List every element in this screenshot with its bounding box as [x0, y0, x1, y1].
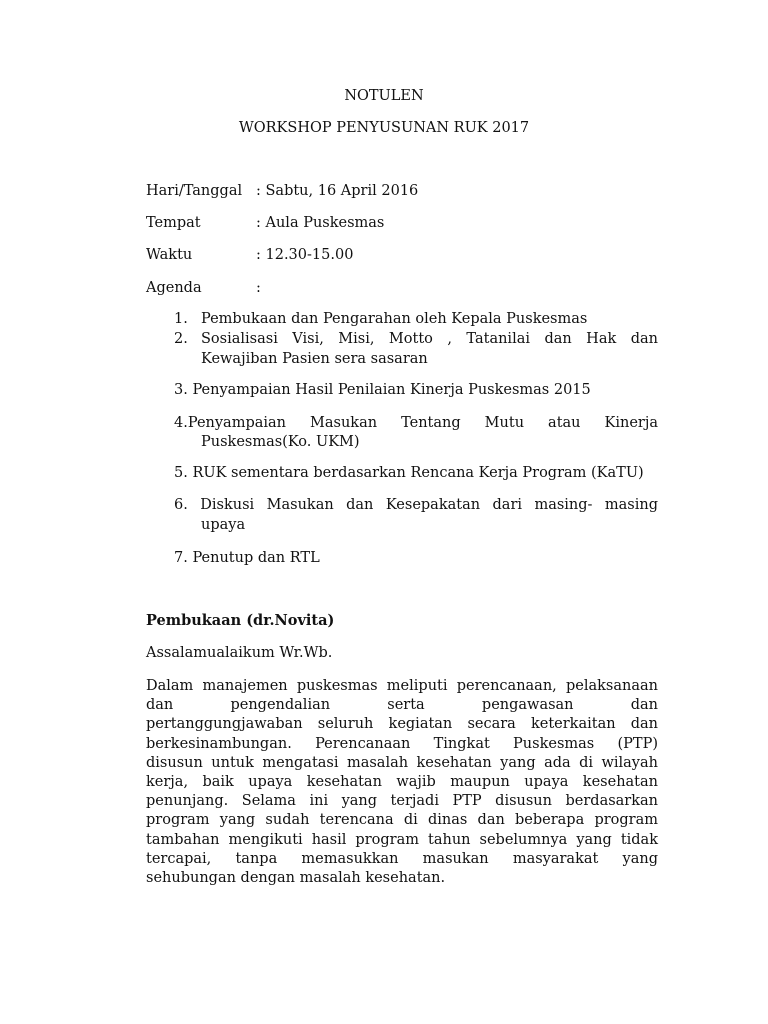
agenda-item-number: 2. — [174, 331, 188, 347]
agenda-item: 7. Penutup dan RTL — [174, 550, 320, 566]
greeting-text: Assalamualaikum Wr.Wb. — [146, 645, 333, 661]
paragraph-line: disusun untuk mengatasi masalah kesehatan yang ada di wilayah — [146, 755, 658, 771]
agenda-item-text: Pembukaan dan Pengarahan oleh Kepala Puskesmas — [201, 311, 588, 327]
tempat-value: : Aula Puskesmas — [256, 215, 385, 231]
hari-label: Hari/Tanggal — [146, 183, 243, 199]
waktu-value: : 12.30-15.00 — [256, 247, 354, 263]
agenda-item: 6. Diskusi Masukan dan Kesepakatan dari masing- masing — [174, 497, 658, 513]
agenda-item-text: Puskesmas(Ko. UKM) — [201, 434, 360, 450]
agenda-label: Agenda — [146, 280, 202, 296]
tempat-label: Tempat — [146, 215, 201, 231]
agenda-item-text: upaya — [201, 517, 246, 533]
agenda-item-number: 1. — [174, 311, 188, 327]
agenda-item-text: Sosialisasi Visi, Misi, Motto , Tatanilai dan Hak dan — [201, 331, 658, 347]
section-heading: Pembukaan (dr.Novita) — [146, 612, 335, 629]
agenda-item-text: Kewajiban Pasien sera sasaran — [201, 351, 428, 367]
paragraph-line: tercapai, tanpa memasukkan masukan masyarakat yang — [146, 851, 658, 867]
document-subtitle: WORKSHOP PENYUSUNAN RUK 2017 — [238, 120, 530, 136]
paragraph-line: sehubungan dengan masalah kesehatan. — [146, 870, 446, 886]
paragraph-line: pertanggungjawaban seluruh kegiatan secara keterkaitan dan — [146, 716, 658, 732]
paragraph-line: kerja, baik upaya kesehatan wajib maupun upaya kesehatan — [146, 774, 658, 790]
agenda-item: 5. RUK sementara berdasarkan Rencana Kerja Program (KaTU) — [174, 465, 644, 481]
paragraph-line: Dalam manajemen puskesmas meliputi perencanaan, pelaksanaan — [146, 678, 658, 694]
paragraph-line: tambahan mengikuti hasil program tahun sebelumnya yang tidak — [146, 832, 658, 848]
document-title: NOTULEN — [344, 88, 424, 104]
hari-value: : Sabtu, 16 April 2016 — [256, 183, 419, 199]
agenda-item: 3. Penyampaian Hasil Penilaian Kinerja Puskesmas 2015 — [174, 382, 591, 398]
paragraph-line: dan pengendalian serta pengawasan dan — [146, 697, 658, 713]
agenda-colon: : — [256, 280, 261, 296]
paragraph-line: program yang sudah terencana di dinas dan beberapa program — [146, 812, 658, 828]
paragraph-line: penunjang. Selama ini yang terjadi PTP disusun berdasarkan — [146, 793, 658, 809]
agenda-item: 4.Penyampaian Masukan Tentang Mutu atau Kinerja — [174, 415, 658, 431]
paragraph-line: berkesinambungan. Perencanaan Tingkat Puskesmas (PTP) — [146, 736, 658, 752]
waktu-label: Waktu — [146, 247, 193, 263]
